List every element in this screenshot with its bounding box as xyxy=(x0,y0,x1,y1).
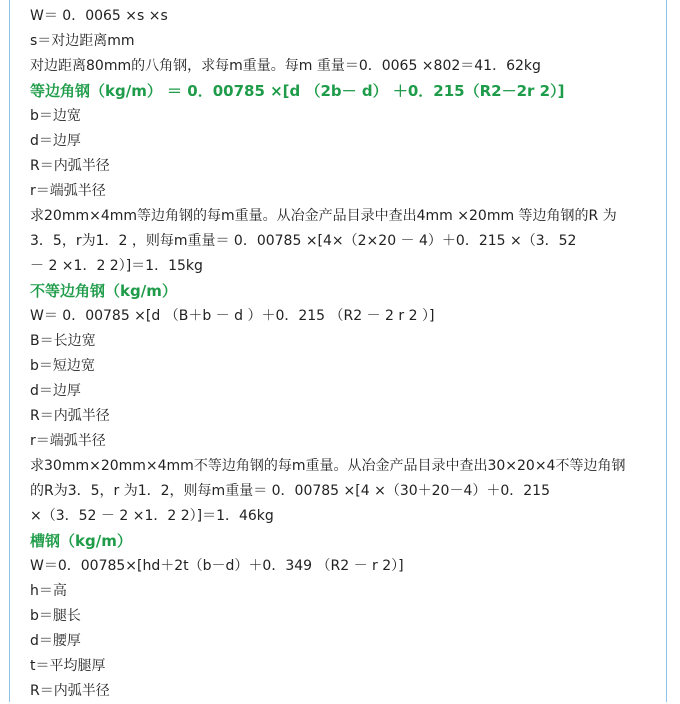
example-equal-angle-line-2: 3．5，r为1．2 ，则每m重量＝ 0．00785 ×[4×（2×20 － 4）＋0．215 ×（3．52 xyxy=(30,233,577,249)
definition-d: d＝边厚 xyxy=(30,133,81,149)
document-body xyxy=(30,4,660,704)
formula-channel: W＝0．00785×[hd＋2t（b－d）＋0．349 （R2 － r 2）] xyxy=(30,558,404,574)
example-equal-angle-line-1: 求20mm×4mm等边角钢的每m重量。从冶金产品目录中查出4mm ×20mm 等边角钢的R 为 xyxy=(30,208,617,224)
definition-R: R＝内弧半径 xyxy=(30,158,110,174)
formula-unequal-angle: W＝ 0．00785 ×[d （B＋b － d ）＋0．215 （R2 － 2 r 2 ）] xyxy=(30,308,435,324)
example-equal-angle-line-3: － 2 ×1．2 2）]＝1．15kg xyxy=(30,258,203,274)
definition-R-channel: R＝内弧半径 xyxy=(30,683,110,699)
example-unequal-angle-line-3: ×（3．52 － 2 ×1．2 2）]＝1．46kg xyxy=(30,508,274,524)
definition-d-thickness: d＝边厚 xyxy=(30,383,81,399)
section-heading-equal-angle: 等边角钢（kg/m） ＝ 0．00785 ×[d （2b－ d） ＋0．215（R2－2r 2）] xyxy=(30,82,565,100)
definition-t: t＝平均腿厚 xyxy=(30,658,106,674)
section-heading-channel: 槽钢（kg/m） xyxy=(30,532,132,550)
definition-h: h＝高 xyxy=(30,583,67,599)
definition-b-short: b＝短边宽 xyxy=(30,358,95,374)
definition-d-waist: d＝腰厚 xyxy=(30,633,81,649)
example-octagon: 对边距离80mm的八角钢，求每m重量。每m 重量＝0．0065 ×802＝41．62kg xyxy=(30,58,541,74)
definition-b-leg: b＝腿长 xyxy=(30,608,81,624)
definition-R-inner: R＝内弧半径 xyxy=(30,408,110,424)
section-heading-unequal-angle: 不等边角钢（kg/m） xyxy=(30,282,177,300)
definition-s: s＝对边距离mm xyxy=(30,33,135,49)
definition-B: B＝长边宽 xyxy=(30,333,96,349)
example-unequal-angle-line-1: 求30mm×20mm×4mm不等边角钢的每m重量。从冶金产品目录中查出30×20×4不等边角钢 xyxy=(30,458,626,474)
formula-octagon-weight: W＝ 0．0065 ×s ×s xyxy=(30,8,168,24)
definition-r-end: r＝端弧半径 xyxy=(30,433,106,449)
example-unequal-angle-line-2: 的R为3．5，r 为1．2，则每m重量＝ 0．00785 ×[4 ×（30＋20－4）＋0．215 xyxy=(30,483,550,499)
definition-r: r＝端弧半径 xyxy=(30,183,106,199)
definition-b: b＝边宽 xyxy=(30,108,81,124)
